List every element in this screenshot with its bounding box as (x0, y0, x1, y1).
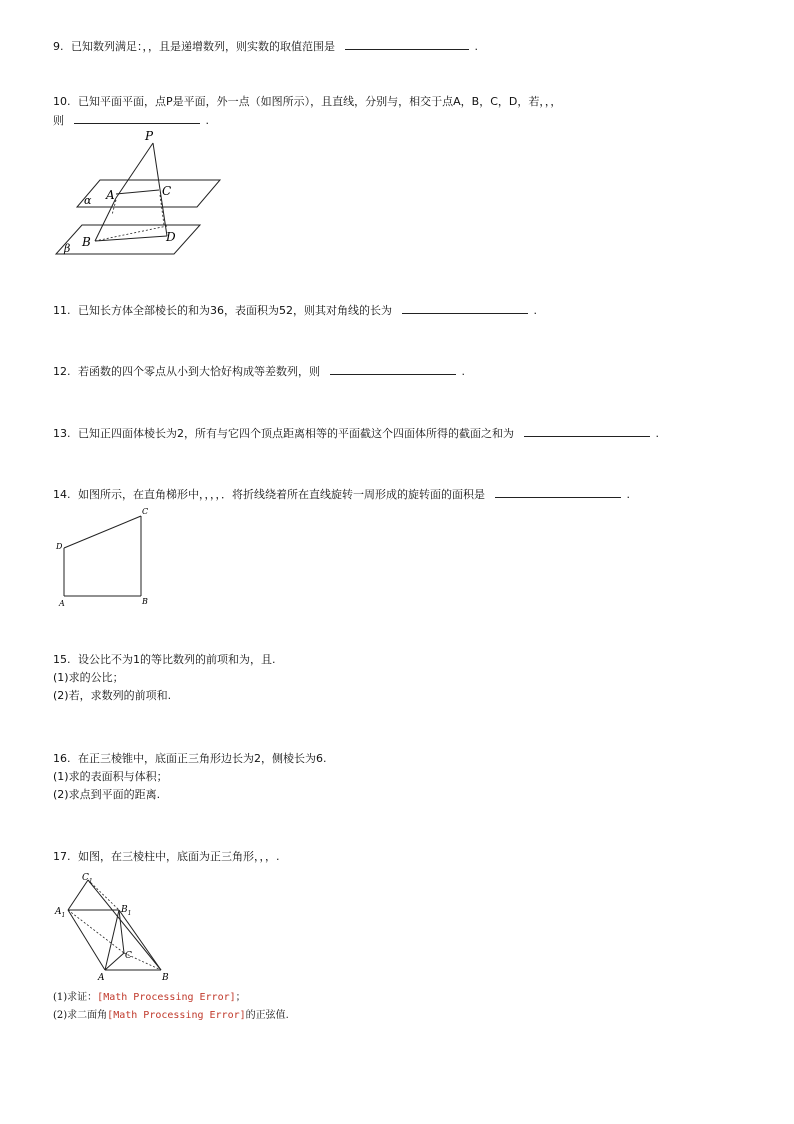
label-C1: $C_1$ (82, 873, 93, 885)
answer-blank[interactable] (524, 425, 650, 437)
segment-BD (95, 236, 167, 241)
label-C: C (142, 507, 149, 516)
math-error-text: [Math Processing Error] (97, 992, 236, 1003)
question-12 (53, 363, 465, 380)
question-number: 10. (53, 95, 71, 108)
question-15-part-1: (1)求的公比； (53, 671, 124, 684)
label-C: C (125, 951, 132, 961)
segment-AC (116, 190, 159, 194)
label-B1: $B_1$ (121, 905, 132, 917)
question-16-part-1: (1)求的表面积与体积； (53, 770, 168, 783)
question-text: 设公比不为1的等比数列的前项和为，且. (78, 653, 276, 666)
plane-beta (56, 225, 200, 254)
edge-AC (105, 953, 124, 970)
question-17-part-2 (53, 1008, 289, 1024)
period: . (461, 365, 465, 378)
question-number: 17. (53, 850, 71, 863)
answer-blank[interactable] (495, 486, 621, 498)
question-15-part-2: (2)若，求数列的前项和. (53, 689, 172, 702)
label-alpha: α (84, 194, 92, 207)
question-number: 16. (53, 752, 71, 765)
question-15 (53, 652, 276, 668)
question-number: 13. (53, 427, 71, 440)
question-number: 9. (53, 40, 64, 53)
question-text: 若函数的四个零点从小到大恰好构成等差数列，则 (78, 365, 320, 378)
figure-prism (54, 873, 169, 983)
question-number: 11. (53, 304, 71, 317)
label-B: B (162, 973, 169, 983)
label-C: C (162, 184, 172, 198)
question-number: 14. (53, 488, 71, 501)
plane-alpha (77, 180, 220, 207)
question-17 (53, 849, 280, 865)
part-1-prefix: (1)求证： (53, 992, 98, 1003)
edge-A1A (68, 910, 105, 970)
part-2-prefix: (2)求二面角 (53, 1010, 108, 1021)
question-text: 已知数列满足：，，且是递增数列，则实数的取值范围是 (71, 40, 335, 53)
question-number: 12. (53, 365, 71, 378)
question-16-part-2: (2)求点到平面的距离. (53, 788, 161, 801)
label-P: P (145, 129, 154, 143)
edge-A1C-dashed (68, 910, 124, 953)
answer-blank[interactable] (330, 363, 456, 375)
question-16 (53, 751, 327, 767)
label-D: D (56, 542, 63, 551)
math-error-text: [Math Processing Error] (107, 1010, 246, 1021)
part-2-suffix: 的正弦值. (245, 1010, 289, 1021)
label-A: A (106, 188, 115, 202)
question-text: 则 (53, 114, 64, 127)
question-14 (53, 486, 630, 503)
label-B: B (142, 597, 148, 606)
label-A1: $A_1$ (55, 907, 66, 919)
question-text: 已知正四面体棱长为2，所有与它四个顶点距离相等的平面截这个四面体所得的截面之和为 (78, 427, 514, 440)
question-text: 已知平面平面，点P是平面，外一点（如图所示），且直线，分别与，相交于点A，B，C，D，若，，， (78, 95, 562, 108)
answer-blank[interactable] (402, 302, 528, 314)
question-text: 已知长方体全部棱长的和为36，表面积为52，则其对角线的长为 (78, 304, 392, 317)
edge-B1B (119, 910, 161, 970)
period: . (626, 488, 630, 501)
edge-A1C1 (68, 880, 88, 910)
label-beta: β (64, 242, 71, 255)
label-B: B (82, 235, 91, 249)
question-text: 在正三棱锥中，底面正三角形边长为2，侧棱长为6. (78, 752, 327, 765)
question-text: 如图所示，在直角梯形中，，，，．将折线绕着所在直线旋转一周形成的旋转面的面积是 (78, 488, 485, 501)
period: . (533, 304, 537, 317)
period: . (655, 427, 659, 440)
period: . (474, 40, 478, 53)
edge-CD (64, 516, 141, 548)
label-A: A (59, 599, 65, 608)
question-11 (53, 302, 537, 319)
question-number: 15. (53, 653, 71, 666)
figure-trapezoid (55, 507, 148, 608)
question-text: 如图，在三棱柱中，底面为正三角形，，，. (78, 850, 280, 863)
part-1-suffix: ； (235, 992, 246, 1003)
question-17-part-1 (53, 990, 246, 1006)
line-AB-hidden (95, 198, 116, 241)
line-PB (116, 143, 153, 198)
period: . (205, 114, 209, 127)
question-13 (53, 425, 659, 442)
label-D: D (166, 230, 176, 244)
label-A: A (98, 973, 105, 983)
